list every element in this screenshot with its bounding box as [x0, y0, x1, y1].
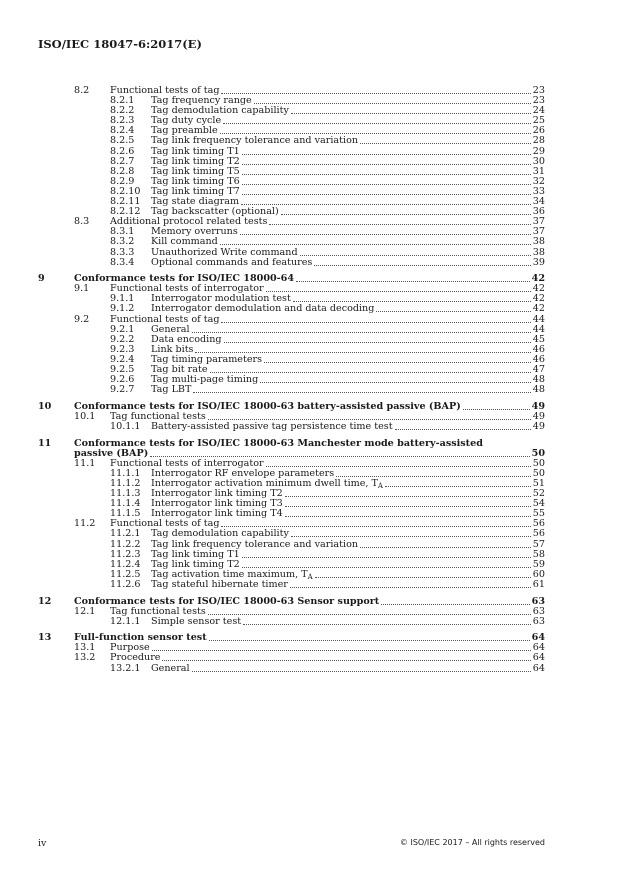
toc-entry-title: Interrogator link timing T4 [151, 508, 283, 520]
toc-entry-page: 63 [532, 615, 545, 627]
toc-entry-page: 50 [532, 457, 545, 469]
toc-entry-number: 11.2.3 [110, 548, 141, 560]
toc-entry-number: 9.2.5 [110, 364, 135, 376]
toc-entry-title: Tag timing parameters [151, 353, 263, 365]
toc-entry-page: 60 [532, 568, 545, 580]
toc-entry-page: 34 [532, 196, 545, 208]
leader-dots [381, 597, 529, 605]
toc-entry-number: 11.1.3 [110, 488, 141, 500]
toc-entry-title: Interrogator RF envelope parameters [151, 467, 335, 479]
toc-entry-title: Conformance tests for ISO/IEC 18000-63 Manchester mode battery-assisted [74, 437, 483, 449]
toc-entry-title: Tag functional tests [110, 605, 206, 617]
leader-dots [221, 519, 530, 527]
toc-entry[interactable] [38, 422, 545, 432]
toc-entry-title: Tag link frequency tolerance and variation [151, 538, 359, 550]
toc-entry[interactable] [38, 385, 545, 395]
toc-entry-number: 9.2.4 [110, 353, 135, 365]
toc-entry-page: 63 [532, 605, 545, 617]
toc-entry-page: 37 [532, 226, 545, 238]
toc-entry-title: Tag link timing T1 [151, 548, 240, 560]
leader-dots [192, 664, 531, 672]
toc-entry-number: 8.3.3 [110, 246, 135, 258]
leader-dots [290, 580, 531, 588]
document-id-header: ISO/IEC 18047-6:2017(E) [38, 37, 202, 51]
toc-entry-number: 8.2.6 [110, 145, 135, 157]
toc-entry-number: 9 [38, 273, 45, 285]
toc-entry-page: 42 [532, 293, 545, 305]
toc-entry-page: 61 [532, 578, 545, 590]
leader-dots [242, 167, 531, 175]
toc-entry-page: 38 [532, 236, 545, 248]
toc-entry-number: 9.1 [74, 283, 90, 295]
leader-dots [150, 449, 529, 457]
toc-entry-page: 42 [531, 273, 545, 285]
toc-entry-page: 64 [531, 632, 545, 644]
toc-entry-page: 37 [532, 216, 545, 228]
toc-entry-page: 64 [532, 652, 545, 664]
leader-dots [291, 529, 531, 537]
leader-dots [376, 304, 530, 312]
toc-entry-title: Interrogator link timing T3 [151, 498, 283, 510]
toc-entry-title: Data encoding [151, 333, 222, 345]
toc-entry-number: 12.1.1 [110, 615, 141, 627]
toc-entry-title: Conformance tests for ISO/IEC 18000-63 Sensor support [74, 595, 380, 607]
toc-entry-number: 13.2 [74, 652, 96, 664]
leader-dots [240, 227, 531, 235]
page-number: iv [38, 838, 47, 849]
toc-entry-page: 29 [532, 145, 545, 157]
toc-entry-title: Kill command [151, 236, 218, 248]
toc-entry-page: 52 [532, 488, 545, 500]
toc-entry-page: 42 [532, 283, 545, 295]
leader-dots [210, 365, 531, 373]
toc-entry-number: 11.2 [74, 518, 96, 530]
toc-entry-title: Interrogator link timing T2 [151, 488, 283, 500]
toc-entry-page: 49 [532, 421, 545, 432]
toc-entry-page: 31 [532, 165, 545, 177]
toc-entry-title: Full-function sensor test [74, 632, 207, 644]
toc-entry-number: 11.2.5 [110, 568, 141, 580]
toc-entry-subscript: A [307, 572, 313, 581]
leader-dots [195, 345, 530, 353]
toc-entry-number: 11.2.2 [110, 538, 141, 550]
toc-entry-number: 9.2.6 [110, 374, 135, 386]
toc-entry-title: Interrogator activation minimum dwell time, $T_A$ [151, 477, 383, 490]
leader-dots [360, 540, 531, 548]
leader-dots [285, 489, 531, 497]
leader-dots [208, 607, 531, 615]
toc-entry-page: 26 [532, 125, 545, 137]
toc-entry-number: 12 [38, 595, 52, 607]
toc-entry-number: 8.2 [74, 85, 90, 96]
toc-entry-page: 48 [532, 384, 545, 396]
toc-entry-title: Tag preamble [151, 125, 218, 137]
toc-entry-number: 10.1.1 [110, 421, 141, 432]
toc-entry-number: 8.2.9 [110, 175, 135, 187]
toc-entry-page: 24 [532, 105, 545, 117]
toc-entry-number: 13 [38, 632, 52, 644]
toc-entry-number: 13.2.1 [110, 662, 141, 674]
toc-entry-page: 39 [532, 256, 545, 268]
toc-entry-page: 23 [532, 95, 545, 107]
toc-entry-page: 47 [532, 364, 545, 376]
toc-entry-number: 8.2.3 [110, 115, 135, 127]
toc-entry-title: Tag demodulation capability [151, 528, 289, 540]
toc-entry-number: 9.2.7 [110, 384, 135, 396]
toc-entry-number: 8.2.5 [110, 135, 135, 147]
toc-entry-number: 8.2.10 [110, 185, 141, 197]
leader-dots [385, 479, 531, 487]
toc-entry-number: 8.3.4 [110, 256, 135, 268]
toc-entry-number: 9.2.3 [110, 343, 135, 355]
toc-entry-page: 50 [532, 467, 545, 479]
toc-entry-page: 49 [531, 400, 545, 412]
leader-dots [264, 355, 531, 363]
toc-entry-number: 8.3 [74, 216, 90, 228]
leader-dots [242, 560, 531, 568]
leader-dots [243, 617, 531, 625]
toc-entry-title: Tag multi-page timing [151, 374, 259, 386]
toc-entry-number: 11 [38, 437, 52, 449]
toc-entry-title: Interrogator modulation test [151, 293, 291, 305]
toc-entry-page: 30 [532, 155, 545, 167]
leader-dots [223, 116, 531, 124]
toc-entry-number: 8.2.12 [110, 206, 141, 218]
toc-entry-number: 11.1 [74, 457, 96, 469]
leader-dots [242, 147, 531, 155]
toc-entry-number: 11.2.4 [110, 558, 141, 570]
toc-entry-page: 23 [532, 85, 545, 96]
toc-entry-page: 32 [532, 175, 545, 187]
toc-entry-number: 8.2.2 [110, 105, 135, 117]
toc-entry-page: 55 [532, 508, 545, 520]
toc-entry-title: Tag link timing T2 [151, 155, 240, 167]
leader-dots [254, 96, 531, 104]
toc-entry-page: 44 [532, 313, 545, 325]
toc-entry-page: 38 [532, 246, 545, 258]
toc-entry-number: 9.2.1 [110, 323, 135, 335]
toc-entry-number: 8.2.4 [110, 125, 135, 137]
toc-entry-page: 51 [532, 477, 545, 489]
toc-entry-title: Additional protocol related tests [110, 216, 268, 228]
toc-entry-number: 8.3.1 [110, 226, 135, 238]
toc-entry-title: Unauthorized Write command [151, 246, 298, 258]
toc-entry-page: 44 [532, 323, 545, 335]
leader-dots [395, 422, 531, 430]
copyright-notice: © ISO/IEC 2017 – All rights reserved [399, 838, 545, 847]
toc-entry-title: Tag LBT [151, 384, 192, 396]
leader-dots [209, 633, 530, 641]
toc-entry[interactable] [38, 664, 545, 674]
toc-entry-number: 9.1.2 [110, 303, 135, 315]
toc-entry-title: Memory overruns [151, 226, 238, 238]
toc-entry-title: Conformance tests for ISO/IEC 18000-63 battery-assisted passive (BAP) [74, 400, 461, 412]
toc-entry-page: 28 [532, 135, 545, 147]
leader-dots [281, 207, 531, 215]
toc-entry-number: 8.2.7 [110, 155, 135, 167]
leader-dots [241, 197, 531, 205]
leader-dots [260, 375, 531, 383]
toc-entry-title: Battery-assisted passive tag persistence time test [151, 421, 393, 432]
toc-entry-number: 13.1 [74, 642, 96, 654]
leader-dots [152, 643, 531, 651]
toc-entry[interactable] [38, 580, 545, 590]
toc-entry-title: Interrogator demodulation and data decoding [151, 303, 375, 315]
leader-dots [266, 284, 531, 292]
toc-entry-title: Functional tests of tag [110, 313, 220, 325]
toc-entry-page: 46 [532, 343, 545, 355]
toc-entry-title: Tag backscatter (optional) [151, 206, 279, 218]
leader-dots [224, 335, 531, 343]
leader-dots [285, 499, 531, 507]
toc-entry-title: Functional tests of tag [110, 85, 220, 96]
toc-entry-title: Tag stateful hibernate timer [151, 578, 288, 590]
leader-dots [221, 315, 530, 323]
leader-dots [300, 248, 531, 256]
toc-entry-page: 56 [532, 518, 545, 530]
toc-entry-number: 11.2.6 [110, 578, 141, 590]
toc-entry-title: Conformance tests for ISO/IEC 18000-64 [74, 273, 295, 285]
toc-entry-page: 50 [531, 447, 545, 459]
toc-entry-page: 63 [531, 595, 545, 607]
toc-entry-page: 64 [532, 642, 545, 654]
toc-entry-title: Tag link timing T5 [151, 165, 240, 177]
leader-dots [220, 126, 531, 134]
leader-dots [221, 86, 530, 94]
toc-entry-number: 9.1.1 [110, 293, 135, 305]
toc-entry-title: Tag duty cycle [151, 115, 222, 127]
leader-dots [208, 412, 531, 420]
toc-entry-title: Optional commands and features [151, 256, 313, 268]
toc-entry-title: Simple sensor test [151, 615, 242, 627]
toc-entry-title: passive (BAP) [74, 447, 149, 459]
leader-dots [315, 570, 531, 578]
toc-entry-number: 8.2.11 [110, 196, 141, 208]
leader-dots [192, 325, 531, 333]
toc-entry-title: Tag frequency range [151, 95, 252, 107]
leader-dots [220, 237, 531, 245]
leader-dots [336, 469, 531, 477]
toc-entry-number: 11.1.5 [110, 508, 141, 520]
leader-dots [285, 509, 531, 517]
toc-entry-page: 54 [532, 498, 545, 510]
toc-entry-number: 11.1.2 [110, 477, 141, 489]
toc-entry-number: 10.1 [74, 410, 96, 422]
leader-dots [293, 294, 531, 302]
toc-entry-number: 9.2 [74, 313, 90, 325]
toc-entry-page: 46 [532, 353, 545, 365]
leader-dots [296, 274, 530, 282]
toc-entry-number: 11.1.4 [110, 498, 141, 510]
toc-entry-title: General [151, 662, 190, 674]
toc-entry-page: 36 [532, 206, 545, 218]
toc-entry-page: 59 [532, 558, 545, 570]
leader-dots [314, 258, 530, 266]
leader-dots [162, 653, 530, 661]
toc-entry-page: 25 [532, 115, 545, 127]
toc-entry-number: 12.1 [74, 605, 96, 617]
table-of-contents [38, 86, 545, 674]
toc-entry-title: Tag bit rate [151, 364, 208, 376]
leader-dots [291, 106, 531, 114]
toc-entry-page: 33 [532, 185, 545, 197]
leader-dots [269, 217, 530, 225]
toc-entry-title: General [151, 323, 190, 335]
toc-entry-subscript: A [377, 481, 383, 490]
toc-entry-page: 42 [532, 303, 545, 315]
toc-entry-title: Tag functional tests [110, 410, 206, 422]
leader-dots [266, 459, 531, 467]
toc-entry-page: 49 [532, 410, 545, 422]
leader-dots [193, 385, 530, 393]
toc-entry[interactable] [38, 258, 545, 268]
leader-dots [242, 187, 531, 195]
toc-entry-title: Tag link timing T1 [151, 145, 240, 157]
toc-entry-page: 56 [532, 528, 545, 540]
toc-entry-number: 11.1.1 [110, 467, 141, 479]
toc-entry-title: Procedure [110, 652, 161, 664]
toc-entry-page: 64 [532, 662, 545, 674]
toc-entry-number: 8.2.1 [110, 95, 135, 107]
toc-entry-title: Tag state diagram [151, 196, 240, 208]
leader-dots [242, 177, 531, 185]
toc-entry-title: Tag link timing T6 [151, 175, 240, 187]
toc-entry-number: 10 [38, 400, 52, 412]
toc-entry-title: Tag activation time maximum, $T_A$ [151, 568, 313, 581]
toc-entry-title: Functional tests of tag [110, 518, 220, 530]
leader-dots [242, 157, 531, 165]
leader-dots [360, 136, 531, 144]
toc-entry-title: Tag link frequency tolerance and variation [151, 135, 359, 147]
toc-entry-number: 8.3.2 [110, 236, 135, 248]
toc-entry-number: 8.2.8 [110, 165, 135, 177]
toc-entry-title: Link bits [151, 343, 194, 355]
toc-entry-number: 9.2.2 [110, 333, 135, 345]
toc-entry-page: 58 [532, 548, 545, 560]
toc-entry[interactable] [38, 617, 545, 627]
toc-entry-page: 45 [532, 333, 545, 345]
toc-entry-page: 57 [532, 538, 545, 550]
toc-entry-title: Tag demodulation capability [151, 105, 289, 117]
toc-entry-title: Purpose [110, 642, 150, 654]
toc-entry-page: 48 [532, 374, 545, 386]
toc-entry-number: 11.2.1 [110, 528, 141, 540]
toc-entry-title: Tag link timing T7 [151, 185, 240, 197]
leader-dots [463, 402, 530, 410]
toc-entry-title: Functional tests of interrogator [110, 283, 264, 295]
leader-dots [242, 550, 531, 558]
toc-entry-title: Tag link timing T2 [151, 558, 240, 570]
toc-entry-title: Functional tests of interrogator [110, 457, 264, 469]
